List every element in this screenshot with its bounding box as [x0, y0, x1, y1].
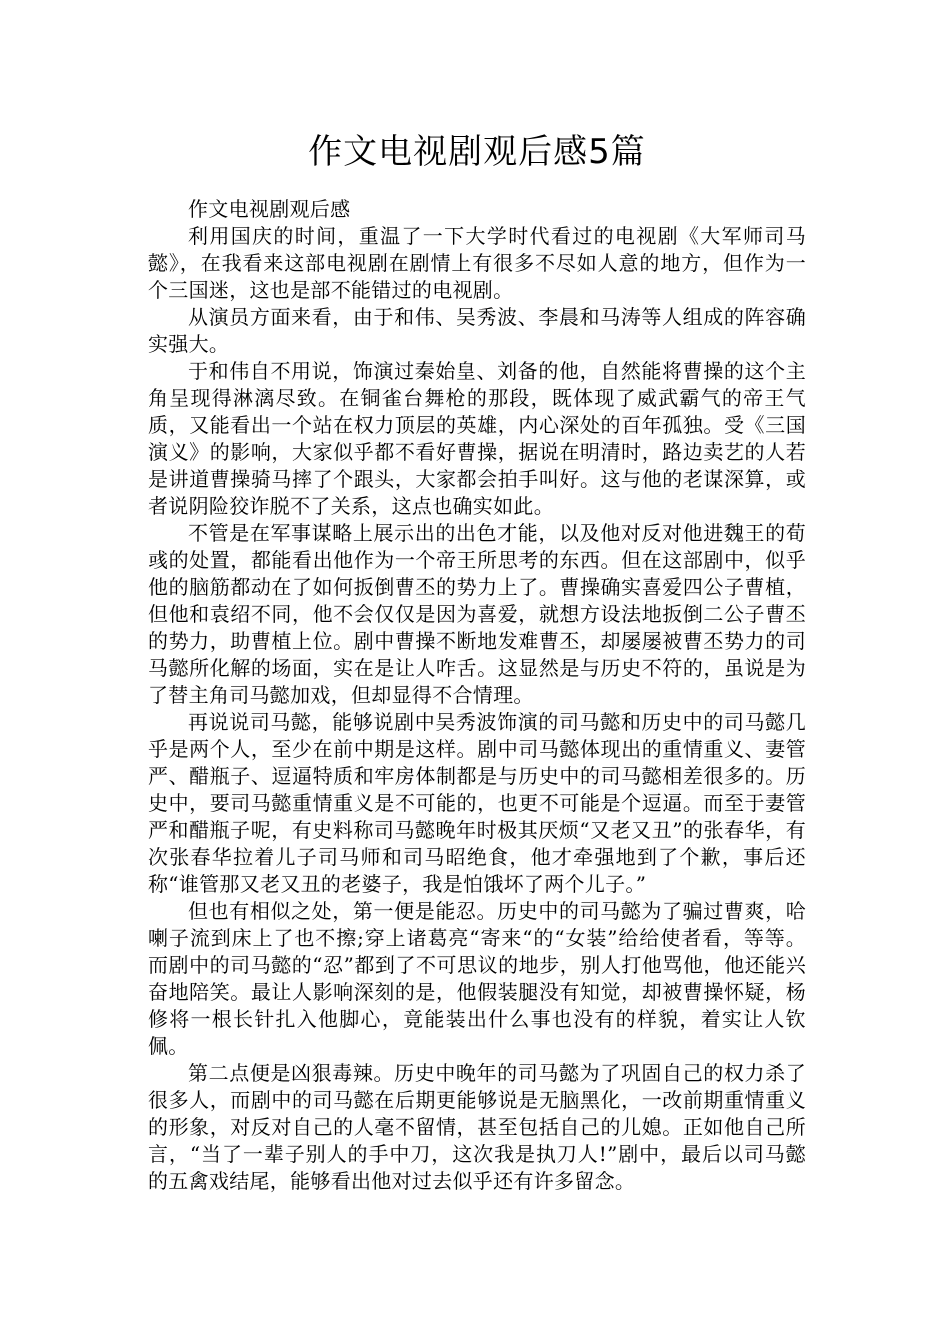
- paragraph: 但也有相似之处，第一便是能忍。历史中的司马懿为了骗过曹爽，哈喇子流到床上了也不擦;穿上诸葛亮“寄来“的“女装”给给使者看，等等。而剧中的司马懿的“忍”都到了不可思议的地步，别人打他骂他，他还能兴奋地陪笑。最让人影响深刻的是，他假装腿没有知觉，却被曹操怀疑，杨修将一根长针扎入他脚心，竟能装出什么事也没有的样貌，着实让人钦佩。: [148, 899, 806, 1058]
- paragraph: 利用国庆的时间，重温了一下大学时代看过的电视剧《大军师司马懿》，在我看来这部电视剧在剧情上有很多不尽如人意的地方，但作为一个三国迷，这也是部不能错过的电视剧。: [148, 224, 806, 302]
- paragraph: 从演员方面来看，由于和伟、吴秀波、李晨和马涛等人组成的阵容确实强大。: [148, 305, 806, 356]
- paragraph: 作文电视剧观后感: [188, 197, 351, 221]
- document-title: 作文电视剧观后感5篇: [308, 132, 646, 172]
- paragraph: 不管是在军事谋略上展示出的出色才能，以及他对反对他进魏王的荀彧的处置，都能看出他作为一个帝王所思考的东西。但在这部剧中，似乎他的脑筋都动在了如何扳倒曹丕的势力上了。曹操确实喜爱四公子曹植，但他和袁绍不同，他不会仅仅是因为喜爱，就想方设法地扳倒二公子曹丕的势力，助曹植上位。剧中曹操不断地发难曹丕，却屡屡被曹丕势力的司马懿所化解的场面，实在是让人咋舌。这显然是与历史不符的，虽说是为了替主角司马懿加戏，但却显得不合情理。: [148, 521, 806, 707]
- paragraph: 第二点便是凶狠毒辣。历史中晚年的司马懿为了巩固自己的权力杀了很多人，而剧中的司马懿在后期更能够说是无脑黑化，一改前期重情重义的形象，对反对自己的人毫不留情，甚至包括自己的儿媳。正如他自己所言，“当了一辈子别人的手中刀，这次我是执刀人!”剧中，最后以司马懿的五禽戏结尾，能够看出他对过去似乎还有许多留念。: [148, 1061, 806, 1193]
- document-body: [148, 196, 806, 1195]
- paragraph: 于和伟自不用说，饰演过秦始皇、刘备的他，自然能将曹操的这个主角呈现得淋漓尽致。在铜雀台舞枪的那段，既体现了威武霸气的帝王气质，又能看出一个站在权力顶层的英雄，内心深处的百年孤独。受《三国演义》的影响，大家似乎都不看好曹操，据说在明清时，路边卖艺的人若是讲道曹操骑马摔了个跟头，大家都会拍手叫好。这与他的老谋深算，或者说阴险狡诈脱不了关系，这点也确实如此。: [148, 359, 806, 518]
- paragraph: 再说说司马懿，能够说剧中吴秀波饰演的司马懿和历史中的司马懿几乎是两个人，至少在前中期是这样。剧中司马懿体现出的重情重义、妻管严、醋瓶子、逗逼特质和牢房体制都是与历史中的司马懿相差很多的。历史中，要司马懿重情重义是不可能的，也更不可能是个逗逼。而至于妻管严和醋瓶子呢，有史料称司马懿晚年时极其厌烦“又老又丑”的张春华，有次张春华拉着儿子司马师和司马昭绝食，他才牵强地到了个歉，事后还称“谁管那又老又丑的老婆子，我是怕饿坏了两个儿子。”: [148, 710, 806, 896]
